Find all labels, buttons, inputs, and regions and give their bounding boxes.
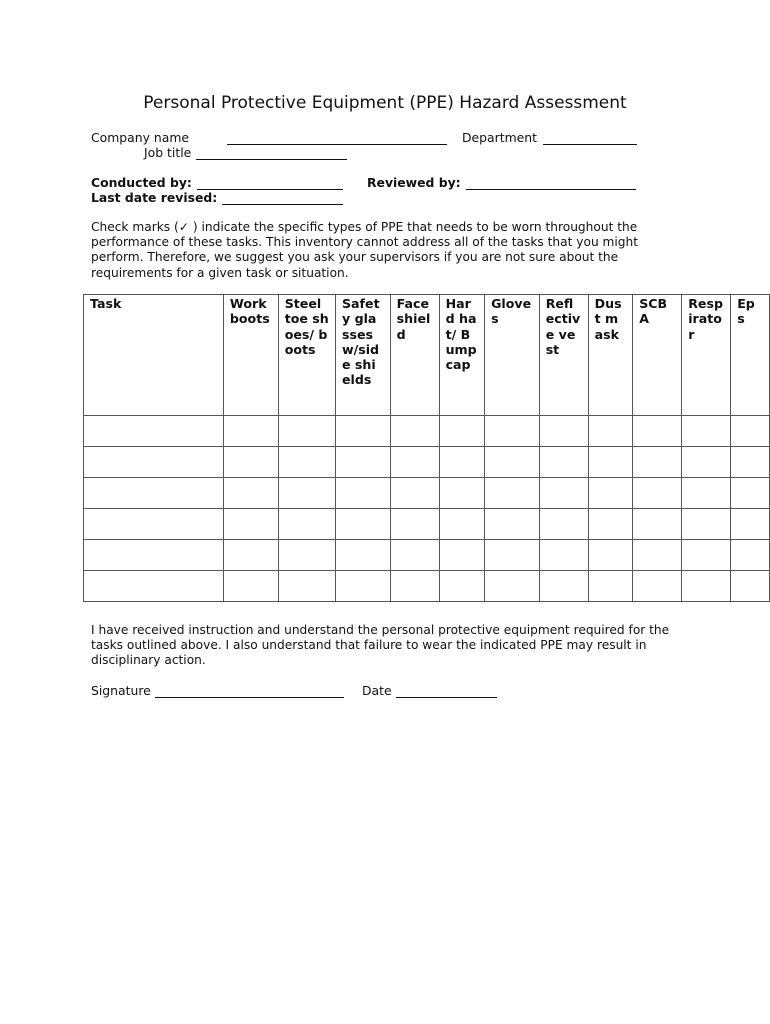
ppe-check-cell[interactable]	[390, 478, 439, 509]
table-row	[84, 416, 770, 447]
ppe-check-cell[interactable]	[682, 447, 731, 478]
ppe-check-cell[interactable]	[682, 478, 731, 509]
ppe-check-cell[interactable]	[682, 509, 731, 540]
header-work-boots: Work boots	[223, 295, 278, 416]
ppe-check-cell[interactable]	[588, 478, 633, 509]
instructions-paragraph: Check marks (✓ ) indicate the specific types of PPE that needs to be worn throughout the performance of these tasks. This inventory cannot address all of the tasks that you might perform. Therefore, we suggest you ask your supervisors if you are not sure about the requirements for a given task or situation.	[91, 220, 639, 280]
ppe-check-cell[interactable]	[485, 478, 540, 509]
date-label: Date	[362, 683, 392, 698]
ppe-check-cell[interactable]	[588, 509, 633, 540]
header-respirator: Respirator	[682, 295, 731, 416]
table-row	[84, 509, 770, 540]
ppe-check-cell[interactable]	[223, 447, 278, 478]
job-title-label: Job title	[144, 145, 192, 160]
ppe-check-cell[interactable]	[439, 416, 485, 447]
task-cell[interactable]	[84, 416, 224, 447]
header-task: Task	[84, 295, 224, 416]
ppe-check-cell[interactable]	[633, 540, 682, 571]
header-reflective-vest: Reflective vest	[539, 295, 588, 416]
header-steel-toe: Steel toe shoes/ boots	[278, 295, 335, 416]
department-field[interactable]	[543, 130, 637, 149]
header-face-shield: Face shield	[390, 295, 439, 416]
ppe-check-cell[interactable]	[682, 571, 731, 602]
header-ep: Ep s	[731, 295, 770, 416]
ppe-check-cell[interactable]	[539, 447, 588, 478]
task-cell[interactable]	[84, 571, 224, 602]
header-safety-glasses: Safety glasses w/side shields	[335, 295, 390, 416]
ppe-check-cell[interactable]	[439, 478, 485, 509]
ppe-check-cell[interactable]	[539, 509, 588, 540]
ppe-check-cell[interactable]	[731, 447, 770, 478]
ppe-check-cell[interactable]	[588, 447, 633, 478]
conducted-by-label: Conducted by:	[91, 175, 192, 190]
ppe-check-cell[interactable]	[223, 571, 278, 602]
ppe-check-cell[interactable]	[485, 571, 540, 602]
ppe-check-cell[interactable]	[539, 571, 588, 602]
ppe-check-cell[interactable]	[223, 509, 278, 540]
task-cell[interactable]	[84, 540, 224, 571]
ppe-check-cell[interactable]	[439, 509, 485, 540]
ppe-check-cell[interactable]	[223, 540, 278, 571]
ppe-check-cell[interactable]	[223, 416, 278, 447]
table-row	[84, 540, 770, 571]
company-name-label: Company name	[91, 130, 190, 145]
ppe-check-cell[interactable]	[588, 540, 633, 571]
task-cell[interactable]	[84, 478, 224, 509]
ppe-check-cell[interactable]	[633, 509, 682, 540]
ppe-check-cell[interactable]	[439, 447, 485, 478]
ppe-check-cell[interactable]	[539, 416, 588, 447]
ppe-check-cell[interactable]	[439, 540, 485, 571]
ppe-check-cell[interactable]	[539, 478, 588, 509]
ppe-check-cell[interactable]	[223, 478, 278, 509]
reviewed-by-field[interactable]	[466, 175, 636, 194]
ppe-table	[83, 294, 770, 602]
ppe-check-cell[interactable]	[682, 416, 731, 447]
ppe-check-cell[interactable]	[485, 416, 540, 447]
reviewed-by-label: Reviewed by:	[367, 175, 461, 190]
ppe-check-cell[interactable]	[485, 509, 540, 540]
ppe-check-cell[interactable]	[539, 540, 588, 571]
ppe-check-cell[interactable]	[278, 416, 335, 447]
header-gloves: Gloves	[485, 295, 540, 416]
ppe-check-cell[interactable]	[335, 571, 390, 602]
table-row	[84, 571, 770, 602]
ppe-check-cell[interactable]	[278, 571, 335, 602]
ppe-check-cell[interactable]	[390, 509, 439, 540]
ppe-check-cell[interactable]	[633, 478, 682, 509]
signature-label: Signature	[91, 683, 151, 698]
ppe-check-cell[interactable]	[335, 416, 390, 447]
ppe-check-cell[interactable]	[278, 447, 335, 478]
table-header-row	[84, 295, 770, 416]
header-dust-mask: Dust mask	[588, 295, 633, 416]
ppe-check-cell[interactable]	[731, 571, 770, 602]
ppe-check-cell[interactable]	[633, 447, 682, 478]
ppe-check-cell[interactable]	[390, 416, 439, 447]
ppe-check-cell[interactable]	[588, 416, 633, 447]
department-label: Department	[462, 130, 537, 145]
ppe-check-cell[interactable]	[633, 571, 682, 602]
ppe-check-cell[interactable]	[633, 416, 682, 447]
ppe-check-cell[interactable]	[335, 509, 390, 540]
ppe-check-cell[interactable]	[278, 509, 335, 540]
page-title: Personal Protective Equipment (PPE) Hazard Assessment	[143, 93, 627, 113]
ppe-check-cell[interactable]	[390, 540, 439, 571]
header-scba: SCBA	[633, 295, 682, 416]
ppe-check-cell[interactable]	[439, 571, 485, 602]
table-row	[84, 447, 770, 478]
last-date-revised-field[interactable]	[222, 190, 343, 209]
ppe-check-cell[interactable]	[731, 478, 770, 509]
last-date-revised-label: Last date revised:	[91, 190, 218, 205]
ppe-check-cell[interactable]	[278, 540, 335, 571]
task-cell[interactable]	[84, 509, 224, 540]
job-title-field[interactable]	[196, 145, 347, 164]
table-row	[84, 478, 770, 509]
ppe-check-cell[interactable]	[731, 509, 770, 540]
signature-field[interactable]	[155, 683, 344, 702]
ppe-check-cell[interactable]	[588, 571, 633, 602]
date-field[interactable]	[396, 683, 497, 702]
ppe-check-cell[interactable]	[485, 447, 540, 478]
ppe-check-cell[interactable]	[278, 478, 335, 509]
ppe-check-cell[interactable]	[731, 416, 770, 447]
ppe-check-cell[interactable]	[390, 447, 439, 478]
ppe-check-cell[interactable]	[335, 478, 390, 509]
ppe-check-cell[interactable]	[731, 540, 770, 571]
ppe-check-cell[interactable]	[390, 571, 439, 602]
ppe-check-cell[interactable]	[485, 540, 540, 571]
ppe-check-cell[interactable]	[335, 540, 390, 571]
ppe-check-cell[interactable]	[335, 447, 390, 478]
acknowledgement-paragraph: I have received instruction and understand the personal protective equipment required for the tasks outlined above. I also understand that failure to wear the indicated PPE may result in disciplinary action.	[91, 623, 670, 668]
task-cell[interactable]	[84, 447, 224, 478]
ppe-check-cell[interactable]	[682, 540, 731, 571]
header-hard-hat: Hard hat/ Bump cap	[439, 295, 485, 416]
